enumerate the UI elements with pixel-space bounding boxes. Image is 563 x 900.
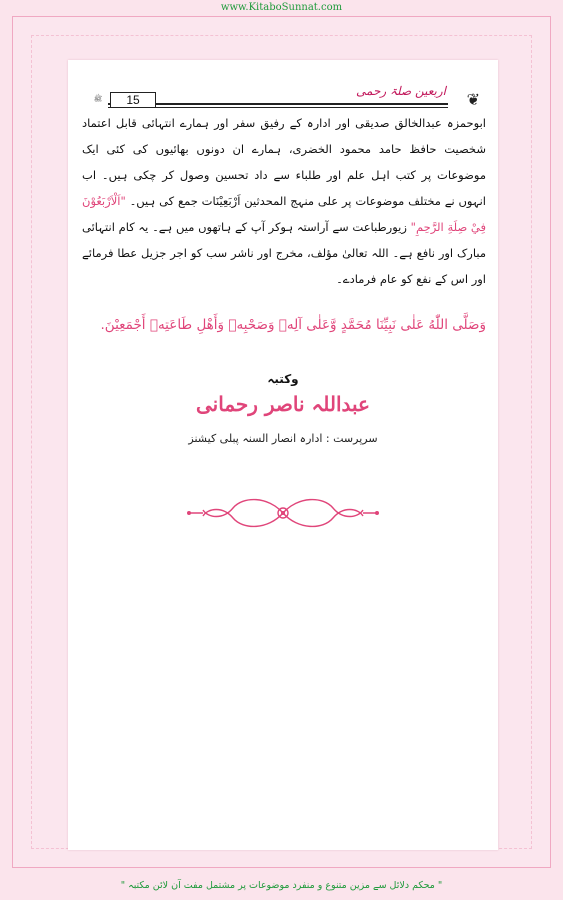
paragraph-text-1: ابوحمزہ عبدالخالق صدیقی اور ادارہ کے رفیق سفر اور ہمارے انتہائی قابل اعتماد شخصیت حافظ حامد محمود الخضری، ہمارے ان دونوں بھائیوں کی کئی ایک موضوعات پر کتب اہل علم اور طلباء سے داد تحسین وصول کر چکی ہیں۔ اب انہوں نے مختلف موضوعات پر علی منہج المحدثین اَرْبَعِیْنَات جمع کی ہیں۔ — [82, 116, 487, 208]
footer-tagline: " محکم دلائل سے مزین متنوع و منفرد موضوعات پر مشتمل مفت آن لائن مکتبہ " — [120, 880, 443, 891]
book-title-highlight: "اَلْاَرْبَعُوْنَ فِيْ صِلَةِ الرَّحِمِ" — [82, 194, 486, 234]
signature-label: وکتبہ — [267, 372, 299, 386]
header-rule — [108, 103, 448, 105]
body-paragraph — [82, 110, 486, 292]
paragraph-text-2: زیورطباعت سے آراستہ ہوکر آپ کے ہاتھوں میں ہے۔ یہ کام انتہائی مبارک اور نافع ہے۔ اللہ تعالیٰ مؤلف، مخرج اور ناشر سب کو اجر جزیل عطا فرمائے اور اس کے نفع کو عام فرمادے۔ — [82, 220, 486, 286]
running-title: اربعین صلۃ رحمی — [356, 84, 446, 98]
ornament-divider-icon — [183, 488, 383, 538]
site-url[interactable]: www.KitaboSunnat.com — [220, 2, 343, 13]
signature-name: عبداللہ ناصر رحمانی — [196, 392, 370, 416]
running-header — [80, 86, 486, 108]
salutation-prayer: وَصَلَّى اللّٰهُ عَلٰى نَبِيِّنَا مُحَمَّدٍ وَّعَلٰى آلِهٖ وَصَحْبِهٖ وَأَهْلِ طَاعَتِهٖ أَجْمَعِيْنَ. — [100, 317, 486, 333]
signature-title: سرپرست : ادارہ انصار السنہ پبلی کیشنز — [188, 432, 378, 445]
page-number: 15 — [110, 92, 156, 107]
book-page — [68, 60, 498, 850]
flourish-icon: ❦ — [466, 90, 480, 109]
header-rule-thin — [108, 107, 448, 108]
salawat-badge-icon: ﷺ — [93, 95, 103, 103]
